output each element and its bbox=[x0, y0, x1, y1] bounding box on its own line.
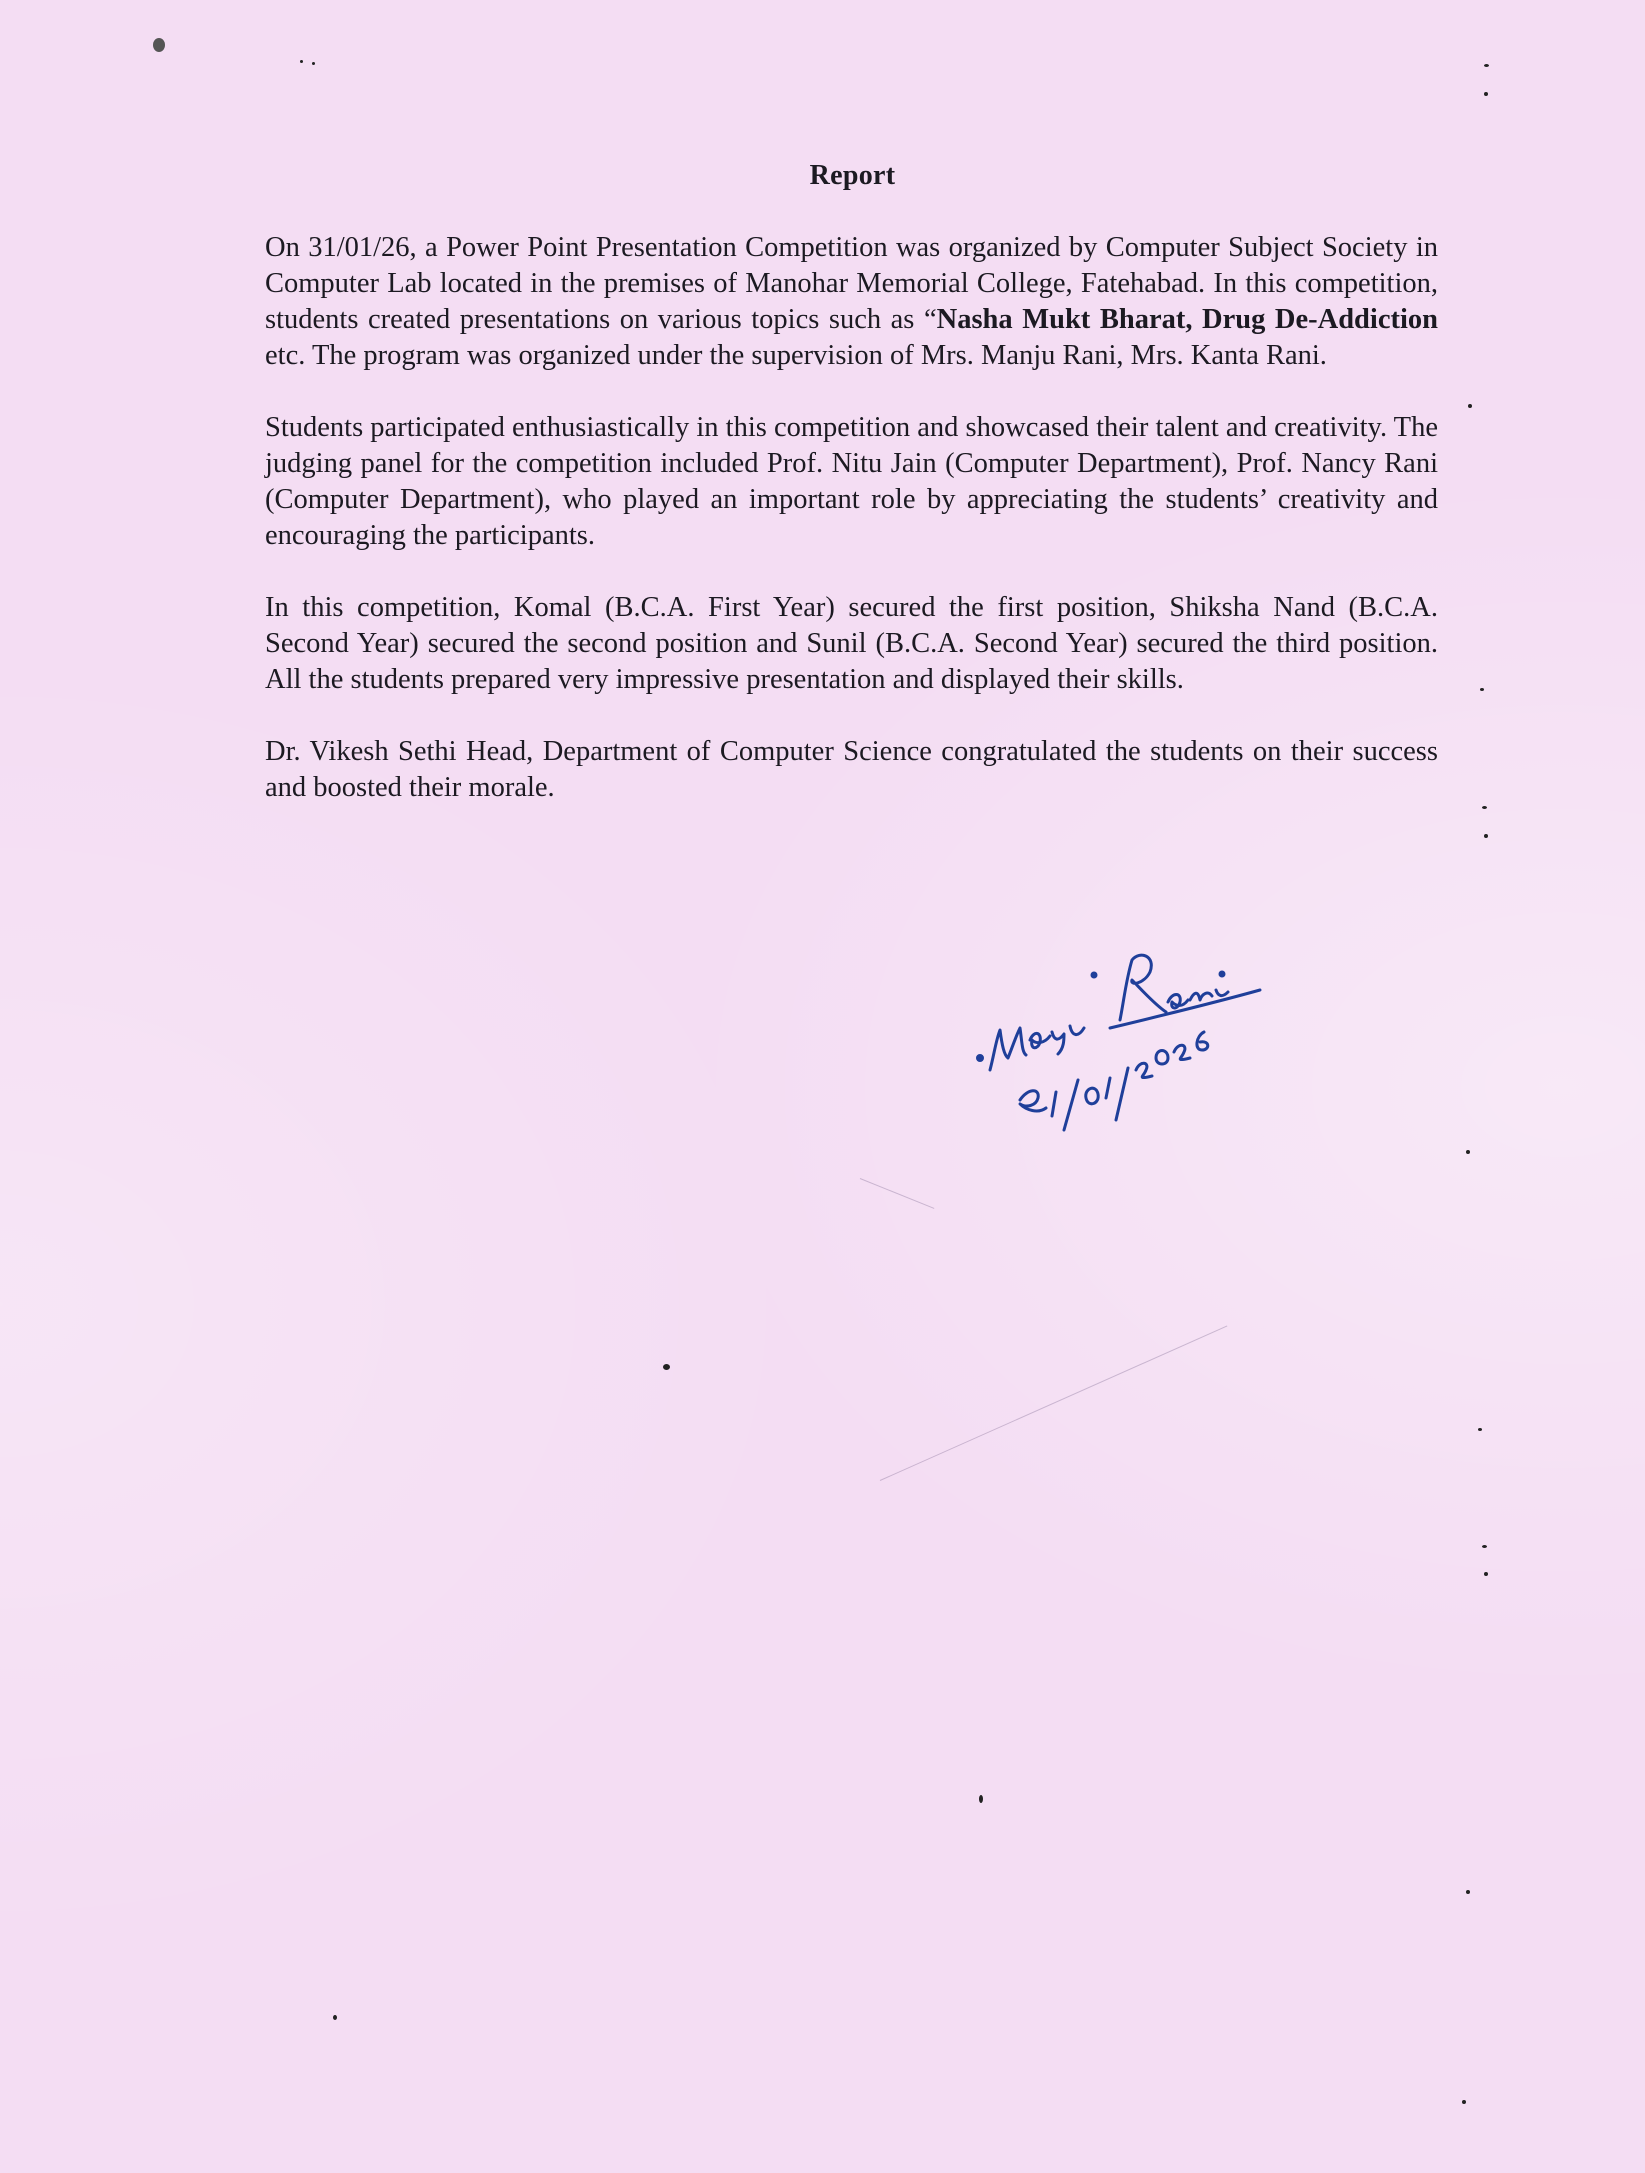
report-title: Report bbox=[809, 160, 896, 191]
scan-speck bbox=[1462, 2100, 1466, 2104]
report-body bbox=[265, 230, 1438, 842]
scan-speck bbox=[1484, 1572, 1488, 1576]
handwritten-signature bbox=[960, 920, 1290, 1160]
scan-speck bbox=[1484, 834, 1488, 838]
scan-speck bbox=[663, 1364, 670, 1370]
paragraph-congratulations: Dr. Vikesh Sethi Head, Department of Computer Science congratulated the students on their success and boosted their morale. bbox=[265, 736, 1438, 803]
scan-speck bbox=[300, 60, 303, 63]
scan-speck bbox=[312, 62, 315, 65]
paragraph-intro-end: etc. The program was organized under the supervision of Mrs. Manju Rani, Mrs. Kanta Rani. bbox=[265, 340, 1327, 371]
scan-speck bbox=[979, 1795, 983, 1803]
scan-speck bbox=[1484, 92, 1488, 96]
scan-speck bbox=[1478, 1428, 1482, 1431]
scan-speck bbox=[333, 2015, 337, 2020]
scan-speck bbox=[1480, 688, 1484, 691]
scan-speck bbox=[153, 38, 165, 52]
paragraph-intro bbox=[265, 230, 1438, 374]
scan-scratch bbox=[860, 1178, 935, 1209]
scan-scratch bbox=[880, 1325, 1228, 1480]
scan-speck bbox=[1482, 806, 1487, 809]
paragraph-intro-start: On 31/01/26, a Power Point Presentation Competition was organized by Computer Subject Society in Computer Lab located in the premises of Manohar Memorial College, Fatehabad. In this competition, students created presentations on various topics such as “ bbox=[265, 232, 1438, 335]
paragraph-participation: Students participated enthusiastically in this competition and showcased their talent and creativity. The judging panel for the competition included Prof. Nitu Jain (Computer Department), Prof. Nancy Rani (Computer Department), who played an important role by appreciating the students’ creativity and encouraging the participants. bbox=[265, 412, 1438, 551]
paragraph-intro-topics: Nasha Mukt Bharat, Drug De-Addiction bbox=[936, 304, 1438, 335]
scan-speck bbox=[1482, 1545, 1487, 1548]
paragraph-results: In this competition, Komal (B.C.A. First Year) secured the first position, Shiksha Nand (B.C.A. Second Year) secured the second position and Sunil (B.C.A. Second Year) secured the third position. All the students prepared very impressive presentation and displayed their skills. bbox=[265, 592, 1438, 695]
scan-speck bbox=[1484, 64, 1489, 67]
scan-speck bbox=[1466, 1150, 1470, 1154]
scan-speck bbox=[1466, 1890, 1470, 1894]
scan-speck bbox=[1468, 404, 1472, 408]
